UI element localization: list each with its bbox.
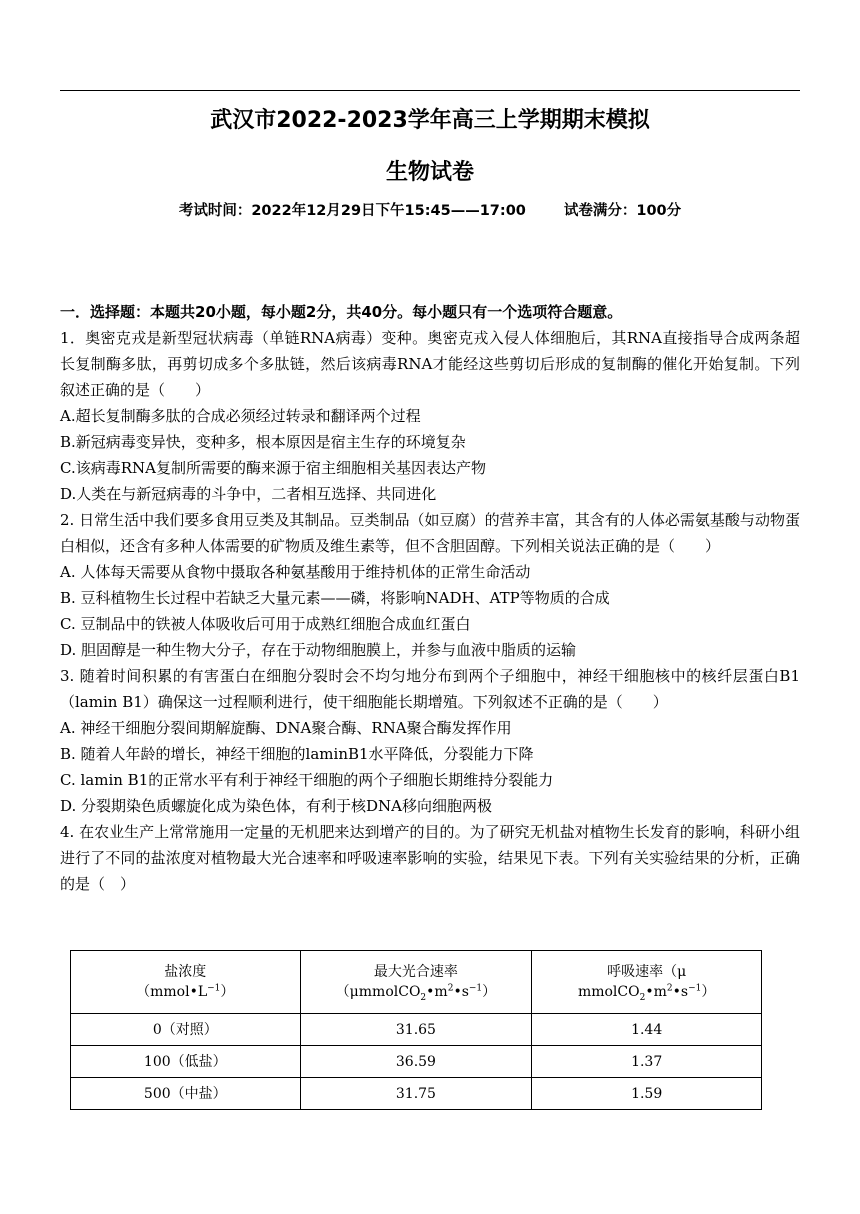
cell-concentration: 0（对照） [71, 1014, 301, 1046]
section-heading: 一．选择题：本题共20小题，每小题2分，共40分。每小题只有一个选项符合题意。 [60, 303, 623, 321]
exam-title: 武汉市2022-2023学年高三上学期期末模拟 [210, 108, 650, 133]
cell-concentration: 100（低盐） [71, 1046, 301, 1078]
cell-concentration: 500（中盐） [71, 1078, 301, 1110]
table-row [71, 1014, 762, 1046]
question-2-option-c: C. 豆制品中的铁被人体吸收后可用于成熟红细胞合成血红蛋白 [60, 615, 471, 633]
cell-photosynthesis: 36.59 [300, 1046, 532, 1078]
question-body [60, 299, 800, 897]
question-2-option-a: A. 人体每天需要从食物中摄取各种氨基酸用于维持机体的正常生命活动 [60, 563, 531, 581]
question-1-option-d: D.人类在与新冠病毒的斗争中，二者相互选择、共同进化 [60, 485, 437, 503]
results-table [70, 950, 762, 1110]
table-row [71, 1046, 762, 1078]
exam-time: 考试时间：2022年12月29日下午15:45——17:00 [178, 203, 526, 219]
cell-photosynthesis: 31.65 [300, 1014, 532, 1046]
question-1-option-c: C.该病毒RNA复制所需要的酶来源于宿主细胞相关基因表达产物 [60, 459, 486, 477]
table-header-row [71, 951, 762, 1014]
question-3-option-a: A. 神经干细胞分裂间期解旋酶、DNA聚合酶、RNA聚合酶发挥作用 [60, 719, 512, 737]
cell-respiration: 1.59 [532, 1078, 762, 1110]
question-3-option-d: D. 分裂期染色质螺旋化成为染色体，有利于核DNA移向细胞两极 [60, 797, 493, 815]
exam-info [0, 199, 860, 220]
header-max-photosynthesis: 最大光合速率 $(\mu mmolCO_2•m^2•s^{-1})$ [300, 951, 532, 1014]
question-1-stem: 1．奥密克戎是新型冠状病毒（单链RNA病毒）变种。奥密克戎入侵人体细胞后，其RNA直接指导合成两条超长复制酶多肽，再剪切成多个多肽链，然后该病毒RNA才能经这些剪切后形成的复制酶的催化开始复制。下列叙述正确的是（ ） [60, 329, 800, 399]
header-rule [60, 90, 800, 91]
question-3-stem: 3. 随着时间积累的有害蛋白在细胞分裂时会不均匀地分布到两个子细胞中，神经干细胞核中的核纤层蛋白B1（lamin B1）确保这一过程顺利进行，使干细胞能长期增殖。下列叙述不正确的是（ ） [60, 667, 800, 711]
cell-photosynthesis: 31.75 [300, 1078, 532, 1110]
table-row [71, 1078, 762, 1110]
cell-respiration: 1.44 [532, 1014, 762, 1046]
full-score: 试卷满分：100分 [563, 203, 682, 219]
question-4-stem: 4. 在农业生产上常常施用一定量的无机肥来达到增产的目的。为了研究无机盐对植物生长发育的影响，科研小组进行了不同的盐浓度对植物最大光合速率和呼吸速率影响的实验，结果见下表。下列有关实验结果的分析，正确的是（ ） [60, 823, 800, 893]
question-2-option-d: D. 胆固醇是一种生物大分子，存在于动物细胞膜上，并参与血液中脂质的运输 [60, 641, 577, 659]
question-1-option-a: A.超长复制酶多肽的合成必须经过转录和翻译两个过程 [60, 407, 421, 425]
question-2-option-b: B. 豆科植物生长过程中若缺乏大量元素——磷，将影响NADH、ATP等物质的合成 [60, 589, 610, 607]
header-salt-concentration: 盐浓度 $(mmol•L^{-1})$ [71, 951, 301, 1014]
cell-respiration: 1.37 [532, 1046, 762, 1078]
question-1-option-b: B.新冠病毒变异快，变种多，根本原因是宿主生存的环境复杂 [60, 433, 466, 451]
exam-subtitle: 生物试卷 [385, 160, 474, 185]
header-respiration-rate: 呼吸速率（μ $mmolCO_2•m^2•s^{-1}$） [532, 951, 762, 1014]
question-3-option-c: C. lamin B1的正常水平有利于神经干细胞的两个子细胞长期维持分裂能力 [60, 771, 554, 789]
question-3-option-b: B. 随着人年龄的增长，神经干细胞的laminB1水平降低，分裂能力下降 [60, 745, 534, 763]
question-2-stem: 2. 日常生活中我们要多食用豆类及其制品。豆类制品（如豆腐）的营养丰富，其含有的人体必需氨基酸与动物蛋白相似，还含有多种人体需要的矿物质及维生素等，但不含胆固醇。下列相关说法正确的是（ ） [60, 511, 800, 555]
